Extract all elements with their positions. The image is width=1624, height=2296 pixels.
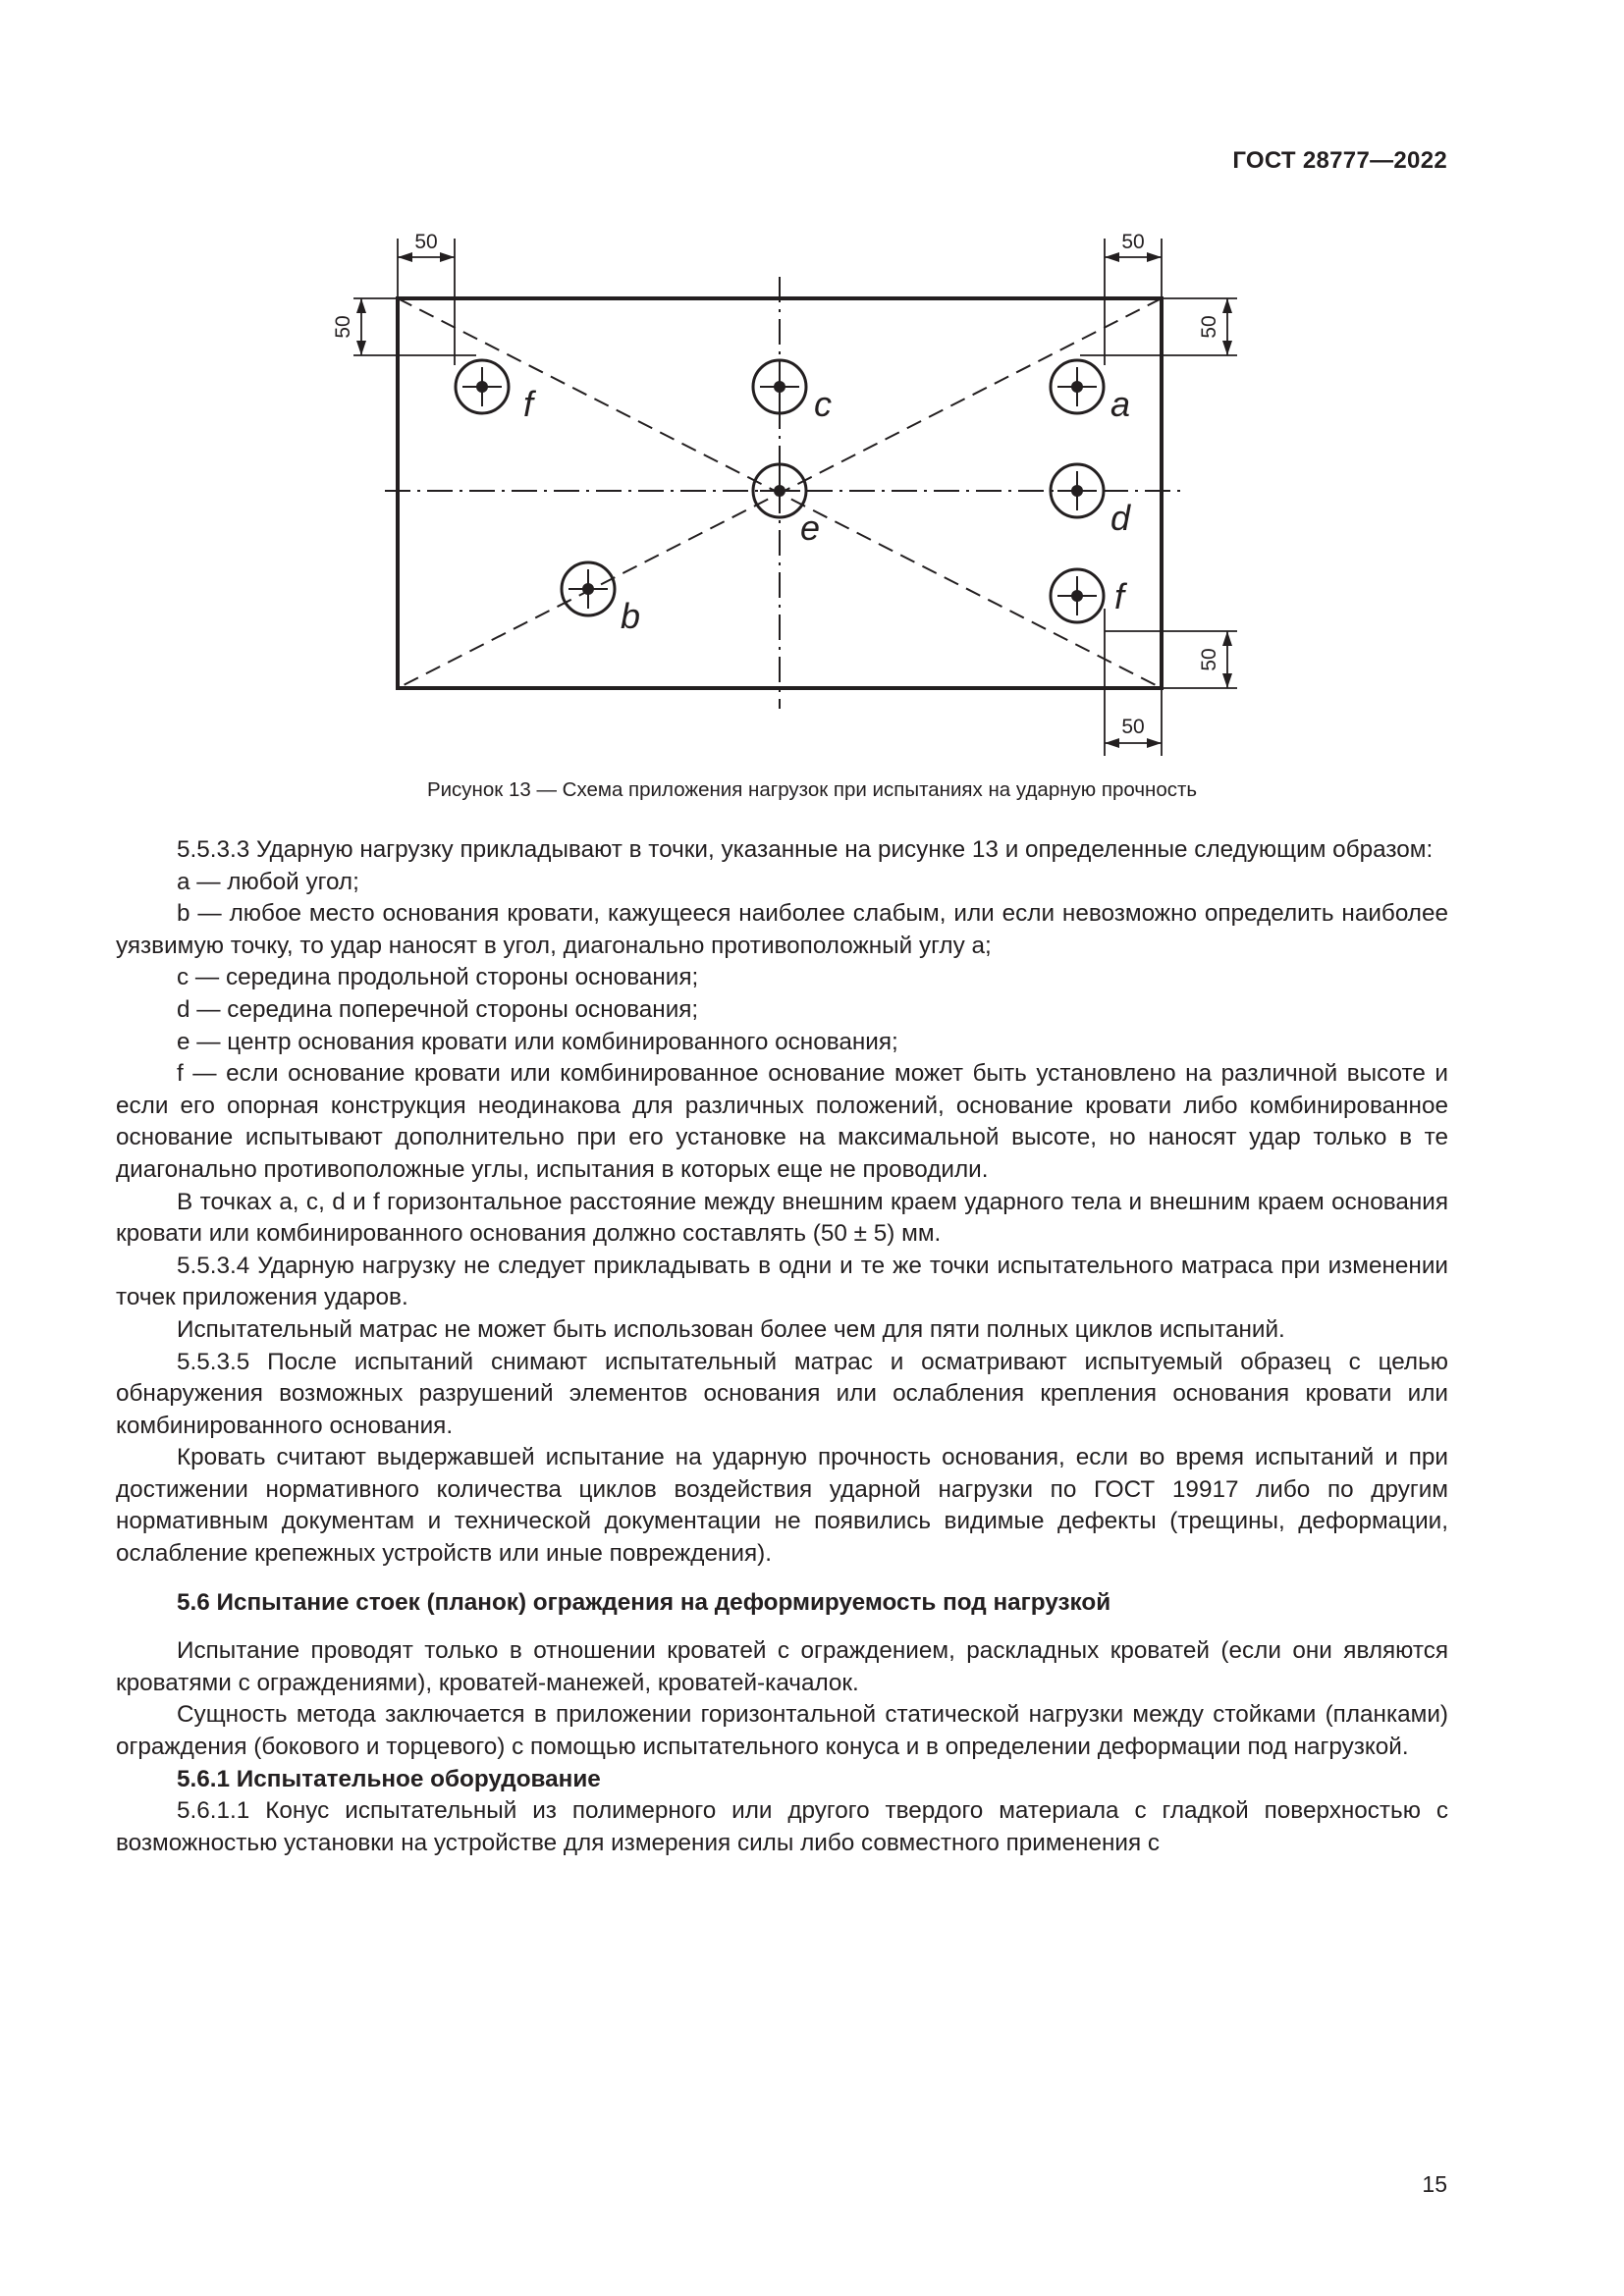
paragraph-5-6-1-1: 5.6.1.1 Конус испытательный из полимерного или другого твердого материала с гладкой поверхностью с возможностью установки на устройстве для измерения силы либо совместного применения с	[116, 1797, 1448, 1856]
paragraph-5-5-3-4: 5.5.3.4 Ударную нагрузку не следует прикладывать в одни и те же точки испытательного матраса при изменении точек приложения ударов.	[116, 1252, 1448, 1311]
impact-point-d	[1051, 464, 1104, 517]
list-item-b: b — любое место основания кровати, кажущееся наиболее слабым, или если невозможно определить наиболее уязвимую точку, то удар наносят в угол, диагонально противоположный углу а;	[116, 900, 1448, 959]
point-label-f-top: f	[523, 384, 534, 424]
list-item-d: d — середина поперечной стороны основания;	[177, 995, 699, 1023]
point-label-e: e	[800, 507, 821, 548]
paragraph-distance-requirement: В точках а, с, d и f горизонтальное расстояние между внешним краем ударного тела и внешним краем основания кровати или комбинированного основания должно составлять (50 ± 5) мм.	[116, 1188, 1448, 1248]
paragraph-method-essence: Сущность метода заключается в приложении горизонтальной статической нагрузки между стойками (планками) ограждения (бокового и торцевого) с помощью испытательного конуса и в определении деформации под нагрузкой.	[116, 1701, 1448, 1761]
list-item-a: а — любой угол;	[177, 868, 359, 895]
list-item-e: е — центр основания кровати или комбинированного основания;	[177, 1028, 898, 1055]
paragraph-mattress-cycles: Испытательный матрас не может быть использован более чем для пяти полных циклов испытаний.	[177, 1315, 1285, 1343]
dimension-label-top-right: 50	[1121, 231, 1145, 253]
figure-caption: Рисунок 13 — Схема приложения нагрузок при испытаниях на ударную прочность	[426, 778, 1198, 801]
impact-point-a	[1051, 360, 1104, 413]
point-label-c: c	[814, 384, 832, 424]
list-item-c: с — середина продольной стороны основания;	[177, 964, 699, 991]
impact-load-scheme	[0, 0, 1624, 805]
document-body	[116, 834, 1448, 1859]
paragraph-pass-criteria: Кровать считают выдержавшей испытание на ударную прочность основания, если во время испытаний и при достижении нормативного количества циклов воздействия ударной нагрузки по ГОСТ 19917 либо по другим нормативным документам и технической документации не появились видимые дефекты (трещины, деформации, ослабление крепежных устройств или иные повреждения).	[116, 1444, 1448, 1568]
section-heading-5-6-1: 5.6.1 Испытательное оборудование	[177, 1765, 601, 1792]
page-number: 15	[1422, 2171, 1447, 2197]
point-label-b: b	[621, 596, 641, 636]
paragraph-5-5-3-3: 5.5.3.3 Ударную нагрузку прикладывают в точки, указанные на рисунке 13 и определенные следующим образом:	[177, 836, 1434, 863]
point-label-d: d	[1110, 498, 1131, 538]
dimension-label-right-bottom: 50	[1198, 648, 1220, 671]
impact-point-f-bottom	[1051, 569, 1104, 622]
impact-point-c	[753, 360, 806, 413]
section-heading-5-6: 5.6 Испытание стоек (планок) ограждения на деформируемость под нагрузкой	[177, 1588, 1111, 1616]
paragraph-5-5-3-5: 5.5.3.5 После испытаний снимают испытательный матрас и осматривают испытуемый образец с целью обнаружения возможных разрушений элементов основания или ослабления крепления основания кровати или комбинированного основания.	[116, 1348, 1448, 1439]
point-label-f-bottom: f	[1114, 576, 1125, 616]
impact-point-f-top	[456, 360, 509, 413]
dimension-label-right-top: 50	[1198, 315, 1220, 339]
dimension-label-bottom-right: 50	[1121, 716, 1145, 738]
impact-point-b	[562, 562, 615, 615]
paragraph-scope: Испытание проводят только в отношении кроватей с ограждением, раскладных кроватей (если они являются кроватями с ограждениями), кроватей-манежей, кроватей-качалок.	[116, 1637, 1448, 1696]
dimension-label-left-top: 50	[332, 315, 354, 339]
dimension-label-top-left: 50	[414, 231, 438, 253]
document-code: ГОСТ 28777—2022	[1232, 147, 1447, 174]
impact-point-e	[753, 464, 806, 517]
list-item-f: f — если основание кровати или комбинированное основание может быть установлено на различной высоте и если его опорная конструкция неодинакова для различных положений, основание кровати либо комбинированное основание испытывают дополнительно при его установке на максимальной высоте, но наносят удар только в те диагонально противоположные углы, испытания в которых еще не проводили.	[116, 1060, 1448, 1183]
point-label-a: a	[1110, 384, 1131, 424]
